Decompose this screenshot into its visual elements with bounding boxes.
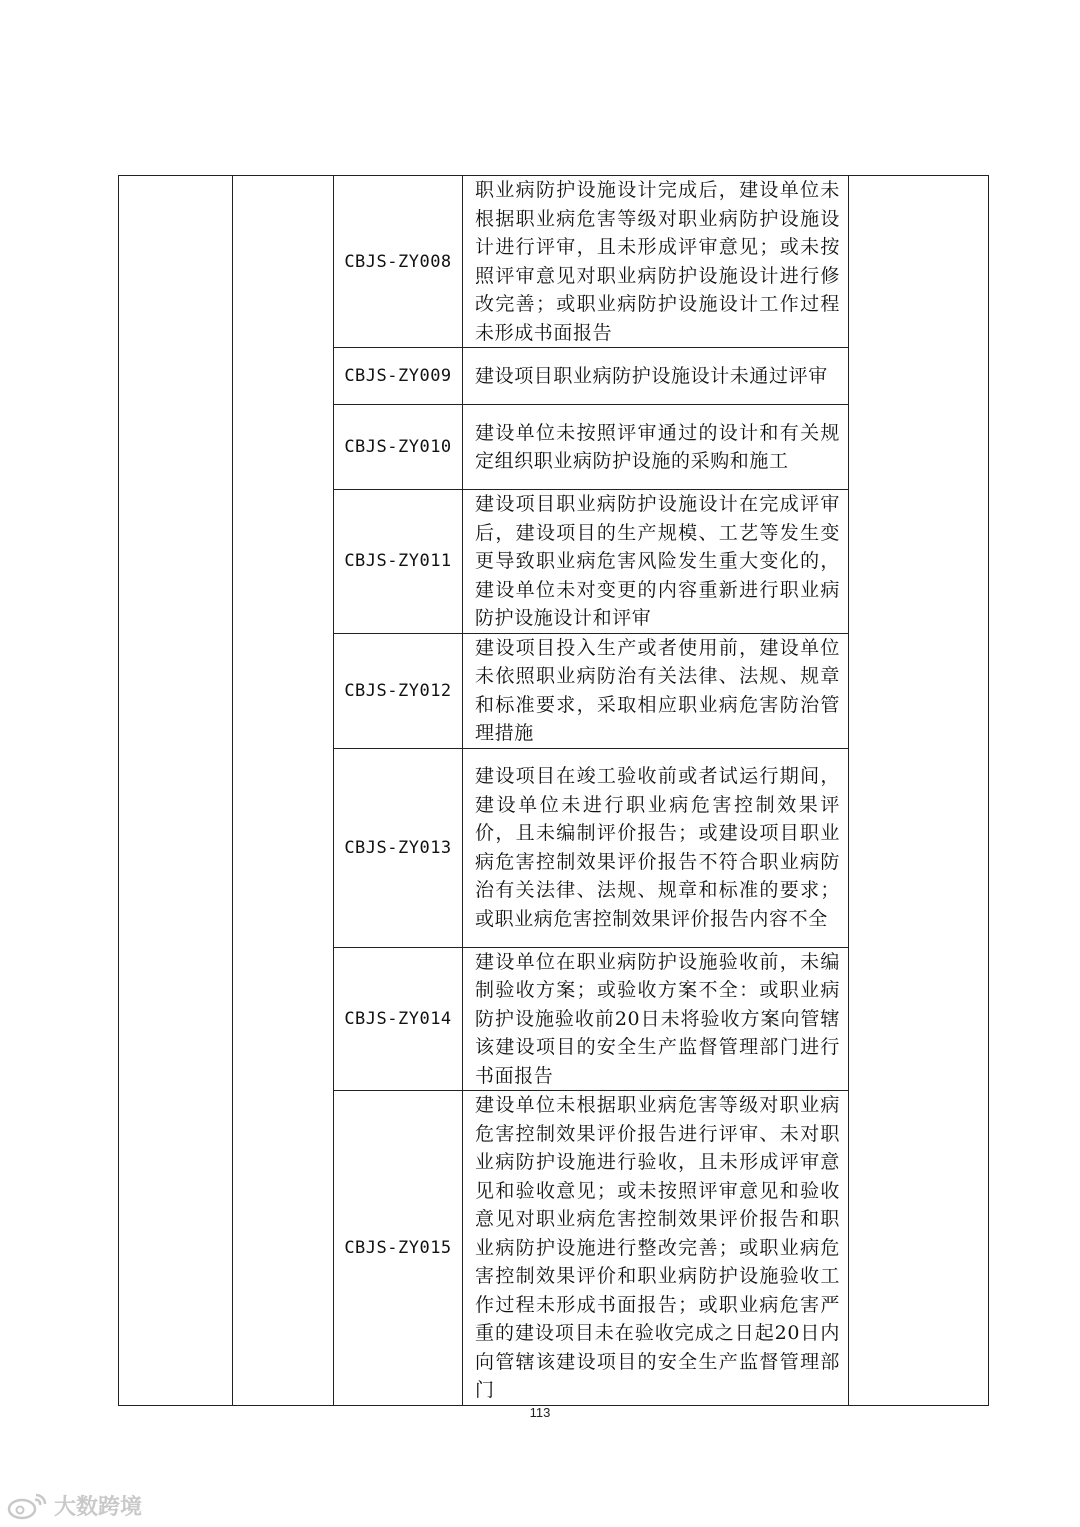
violation-description: 建设项目职业病防护设施设计未通过评审 [463, 348, 849, 405]
violation-code: CBJS-ZY011 [334, 490, 463, 634]
watermark-text: 大数跨境 [54, 1495, 143, 1520]
weibo-logo-icon [6, 1491, 50, 1521]
category-cell [119, 176, 233, 1406]
violation-description: 建设单位在职业病防护设施验收前，未编制验收方案；或验收方案不全：或职业病防护设施验收前20日未将验收方案向管辖该建设项目的安全生产监督管理部门进行书面报告 [463, 947, 849, 1091]
table-row [119, 176, 989, 348]
page-number: 113 [529, 1405, 551, 1420]
violation-description: 建设项目职业病防护设施设计在完成评审后，建设项目的生产规模、工艺等发生变更导致职业病危害风险发生重大变化的，建设单位未对变更的内容重新进行职业病防护设施设计和评审 [463, 490, 849, 634]
violation-description: 建设单位未根据职业病危害等级对职业病危害控制效果评价报告进行评审、未对职业病防护设施进行验收，且未形成评审意见和验收意见；或未按照评审意见和验收意见对职业病危害控制效果评价报告和职业病防护设施进行整改完善；或职业病危害控制效果评价和职业病防护设施验收工作过程未形成书面报告；或职业病危害严重的建设项目未在验收完成之日起20日内向管辖该建设项目的安全生产监督管理部门 [463, 1091, 849, 1406]
violation-description: 职业病防护设施设计完成后，建设单位未根据职业病危害等级对职业病防护设施设计进行评审，且未形成评审意见；或未按照评审意见对职业病防护设施设计进行修改完善；或职业病防护设施设计工作过程未形成书面报告 [463, 176, 849, 348]
violation-code: CBJS-ZY013 [334, 748, 463, 947]
remarks-cell [849, 176, 989, 1406]
violation-code: CBJS-ZY015 [334, 1091, 463, 1406]
violation-code: CBJS-ZY008 [334, 176, 463, 348]
watermark [6, 1490, 142, 1521]
violation-description: 建设单位未按照评审通过的设计和有关规定组织职业病防护设施的采购和施工 [463, 405, 849, 490]
subcategory-cell [233, 176, 334, 1406]
violation-code: CBJS-ZY010 [334, 405, 463, 490]
regulation-table [118, 175, 989, 1406]
violation-code: CBJS-ZY014 [334, 947, 463, 1091]
violation-description: 建设项目投入生产或者使用前，建设单位未依照职业病防治有关法律、法规、规章和标准要求，采取相应职业病危害防治管理措施 [463, 633, 849, 748]
violation-code: CBJS-ZY012 [334, 633, 463, 748]
violation-code: CBJS-ZY009 [334, 348, 463, 405]
violation-description: 建设项目在竣工验收前或者试运行期间，建设单位未进行职业病危害控制效果评价，且未编制评价报告；或建设项目职业病危害控制效果评价报告不符合职业病防治有关法律、法规、规章和标准的要求；或职业病危害控制效果评价报告内容不全 [463, 748, 849, 947]
